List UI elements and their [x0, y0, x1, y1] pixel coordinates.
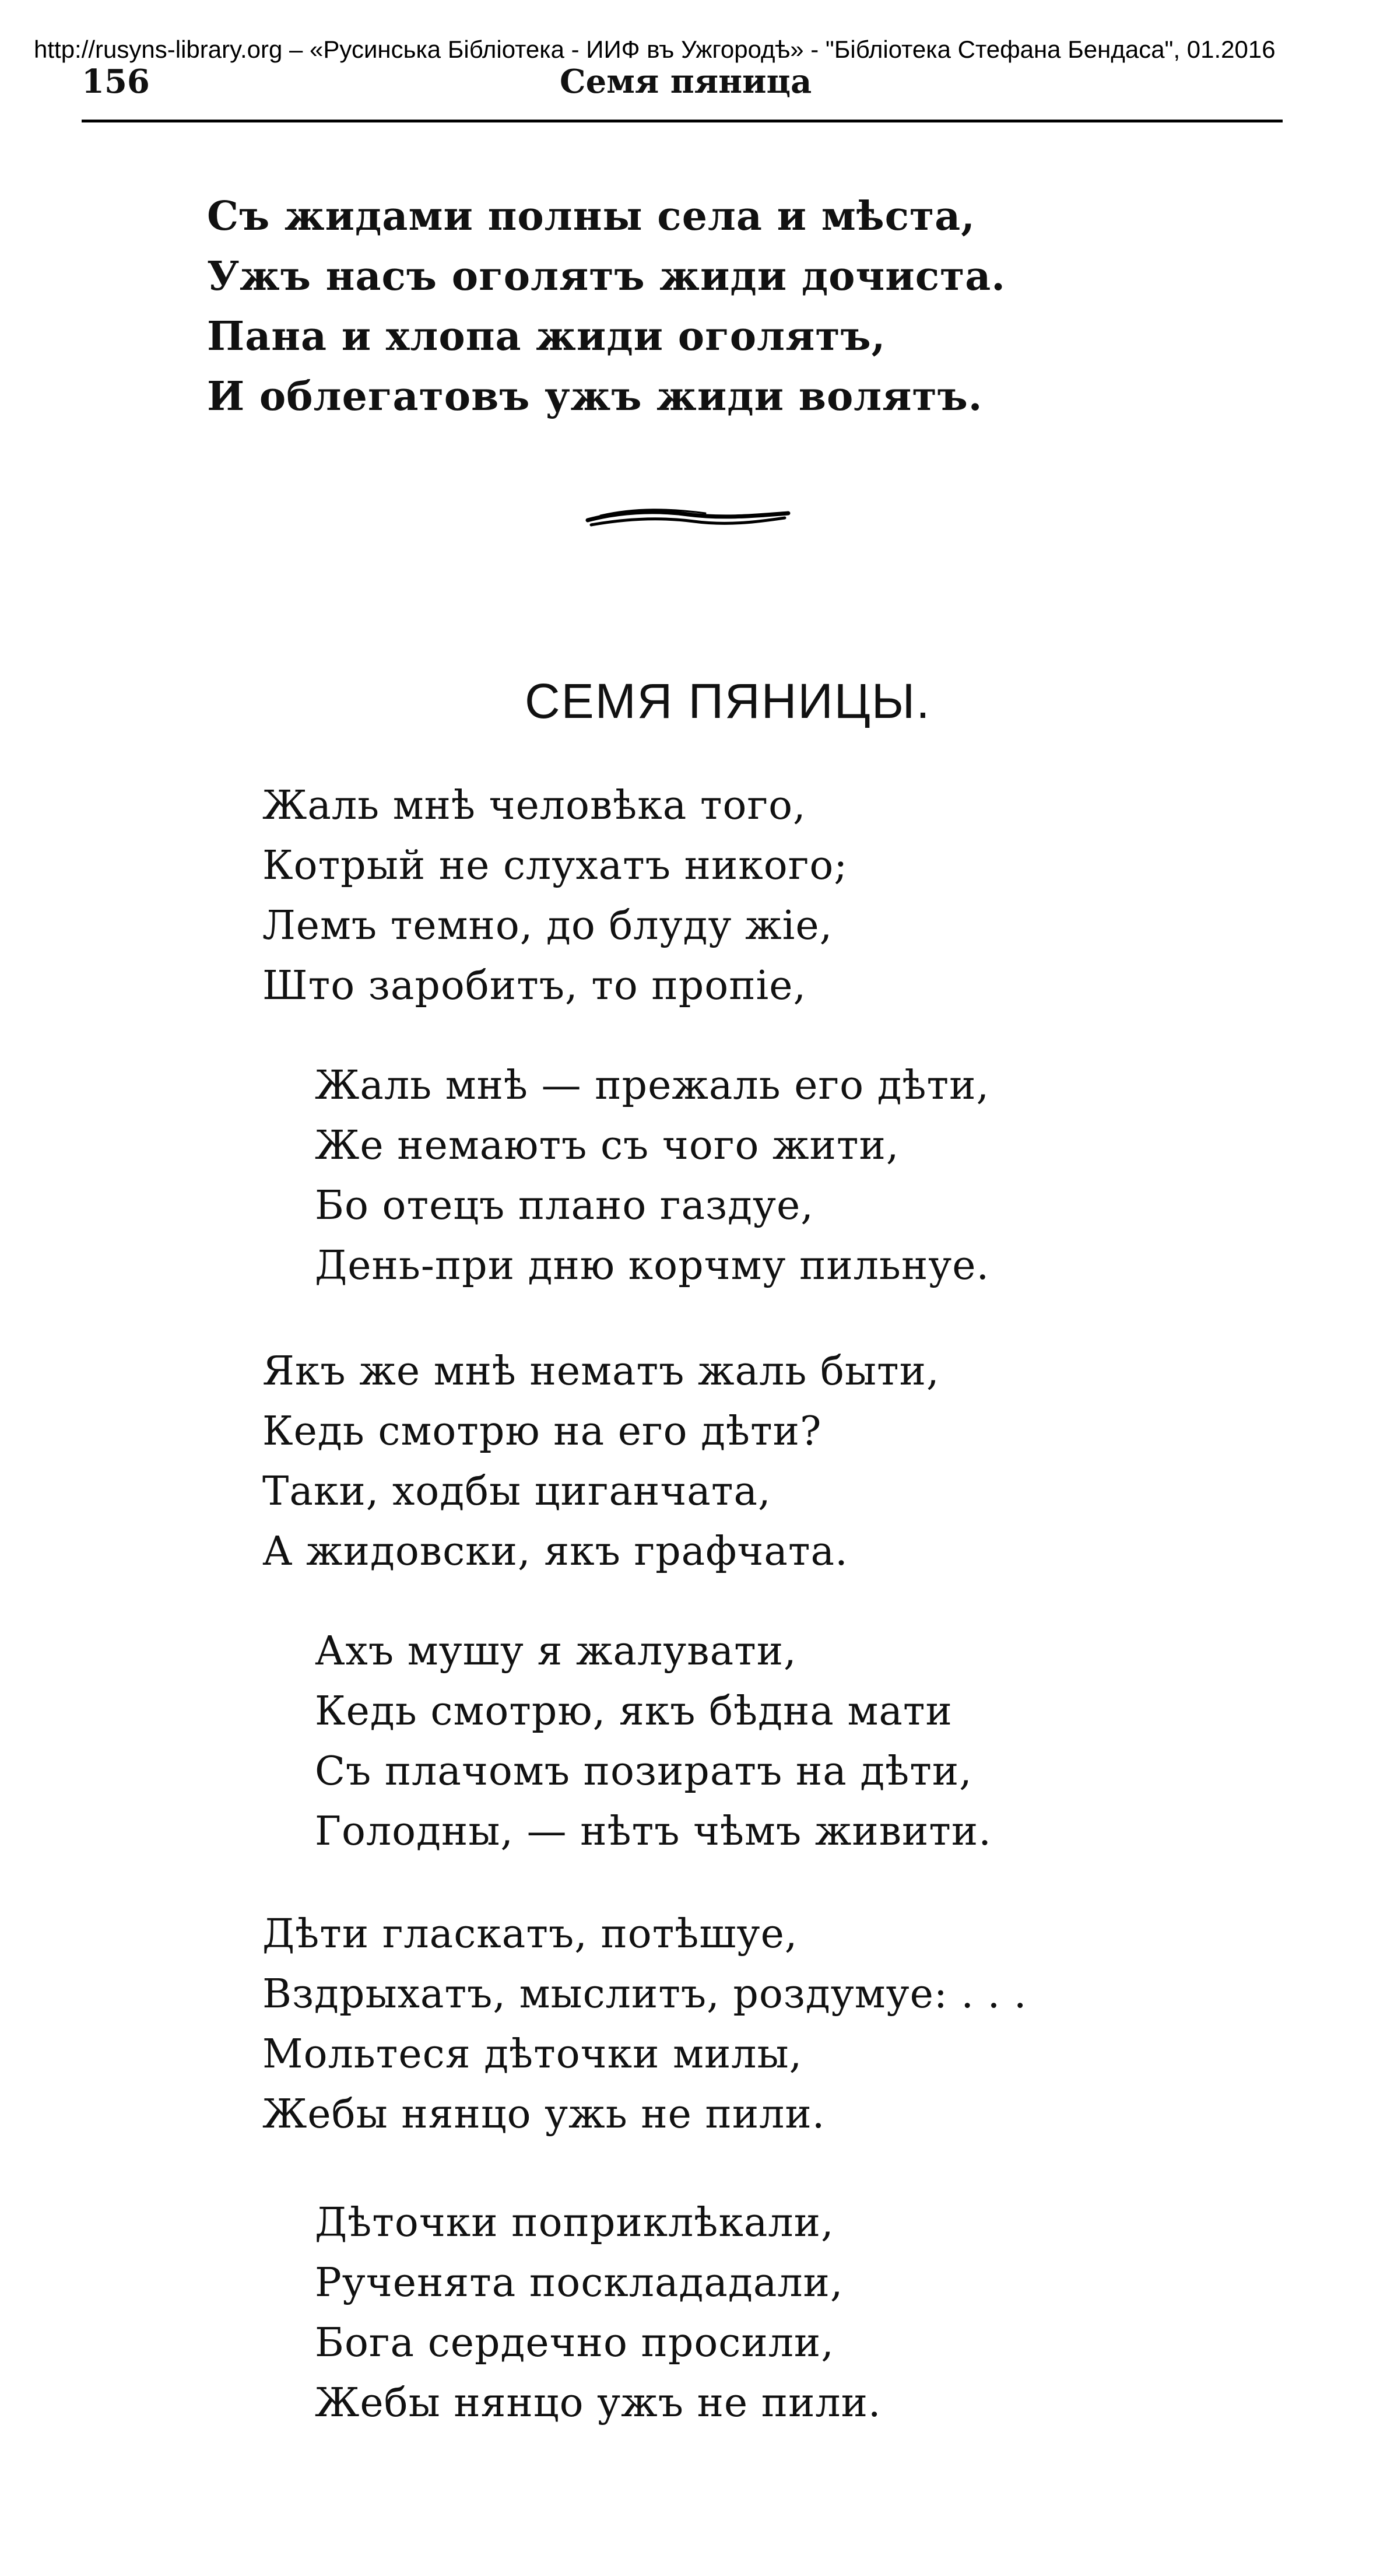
verse-line: А жидовски, якъ графчата. — [262, 1529, 848, 1575]
verse-line: Же немаютъ съ чого жити, — [315, 1123, 900, 1169]
verse-line: Лемъ темно, до блуду жіе, — [262, 903, 833, 949]
running-header — [82, 62, 1283, 106]
verse-line: Пана и хлопа жиди оголятъ, — [207, 313, 886, 360]
decorative-divider-ornament — [583, 502, 793, 537]
source-url-line: http://rusyns-library.org – «Русинська Бібліотека - ИИФ въ Ужгородѣ» - "Бібліотека Стефана Бендаса", 01.2016 — [34, 36, 1276, 63]
verse-line: Жебы нянцо ужъ не пили. — [315, 2380, 882, 2426]
running-title: Семя пяница — [560, 62, 812, 101]
poem-stanza-5 — [262, 1904, 1027, 2144]
verse-line: Якъ же мнѣ нематъ жаль быти, — [262, 1348, 940, 1394]
poem-stanza-1 — [262, 776, 848, 1016]
previous-poem-ending-stanza — [207, 187, 1006, 427]
verse-line: Што заробитъ, то пропіе, — [262, 963, 807, 1009]
verse-line: Съ жидами полны села и мѣста, — [207, 193, 975, 240]
verse-line: Дѣти гласкатъ, потѣшуе, — [262, 1911, 798, 1957]
verse-line: Бо отецъ плано газдуе, — [315, 1183, 814, 1229]
page-number: 156 — [82, 62, 150, 101]
verse-line: Рученята посклададали, — [315, 2260, 844, 2306]
verse-line: Жаль мнѣ человѣка того, — [262, 783, 806, 829]
verse-line: Ужъ насъ оголятъ жиди дочиста. — [207, 253, 1006, 300]
verse-line: Ахъ мушу я жалувати, — [315, 1628, 797, 1674]
poem-stanza-6 — [315, 2193, 882, 2433]
verse-line: Бога сердечно просили, — [315, 2320, 834, 2366]
verse-line: Кедь смотрю на его дѣти? — [262, 1408, 822, 1455]
verse-line: День-при дню корчму пильнуе. — [315, 1243, 990, 1289]
poem-stanza-4 — [315, 1621, 992, 1862]
poem-title: СЕМЯ ПЯНИЦЫ. — [525, 674, 931, 728]
poem-stanza-3 — [262, 1341, 940, 1582]
header-rule — [82, 120, 1283, 122]
verse-line: Кедь смотрю, якъ бѣдна мати — [315, 1688, 953, 1734]
verse-line: Голодны, — нѣтъ чѣмъ живити. — [315, 1809, 992, 1855]
poem-stanza-2 — [315, 1056, 989, 1296]
verse-line: Вздрыхатъ, мыслитъ, роздумуе: . . . — [262, 1971, 1027, 2017]
verse-line: Мольтеся дѣточки милы, — [262, 2031, 803, 2077]
verse-line: Котрый не слухатъ никого; — [262, 843, 848, 889]
verse-line: Жаль мнѣ — прежаль его дѣти, — [315, 1063, 990, 1109]
verse-line: Дѣточки поприклѣкали, — [315, 2200, 834, 2246]
verse-line: И облегатовъ ужъ жиди волятъ. — [207, 373, 983, 420]
verse-line: Таки, ходбы циганчата, — [262, 1469, 771, 1515]
verse-line: Жебы нянцо ужь не пили. — [262, 2091, 826, 2137]
verse-line: Съ плачомъ позиратъ на дѣти, — [315, 1748, 972, 1795]
